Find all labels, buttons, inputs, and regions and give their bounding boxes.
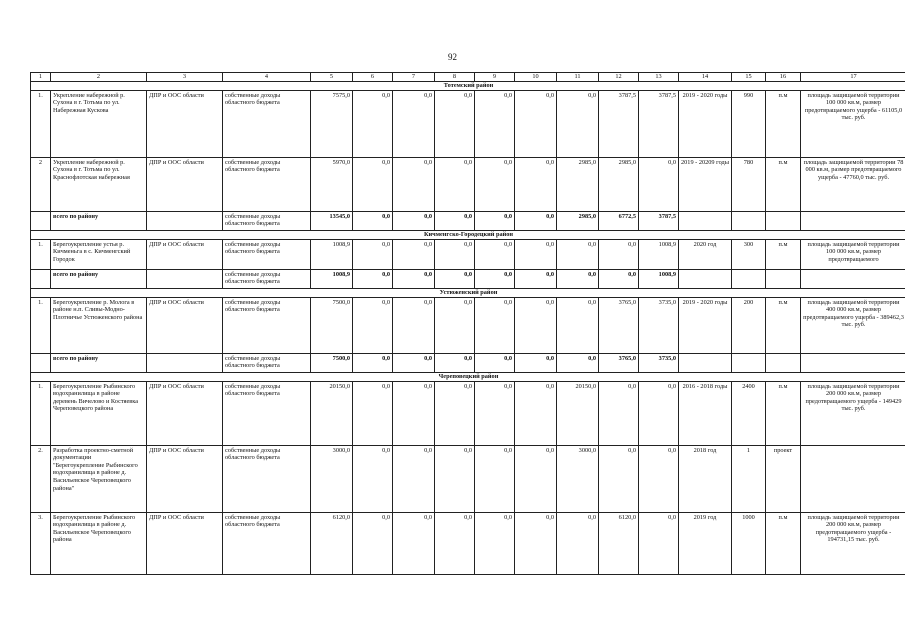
table-cell: 2400 [732,381,766,445]
table-cell: 3. [31,512,51,574]
table-cell: 2985,0 [599,157,639,211]
column-number-row [31,73,905,82]
table-cell: 0,0 [353,239,393,269]
table-cell [147,211,223,230]
table-row [31,239,905,269]
table-cell: 0,0 [435,211,475,230]
table-cell [679,269,732,288]
table-cell: 0,0 [515,269,557,288]
table-cell: 0,0 [353,211,393,230]
district-name: Кичменгско-Городецкий район [31,230,905,239]
district-total-row [31,211,905,230]
table-cell: Берегоукрепление р. Молога в районе н.п. Сливы-Модно-Плотничье Устюженского района [51,297,147,353]
district-total-row [31,353,905,372]
table-cell: 0,0 [353,381,393,445]
table-cell [801,445,905,512]
column-number: 14 [679,73,732,82]
table-cell [801,211,905,230]
table-cell: 0,0 [515,381,557,445]
table-cell: 0,0 [557,239,599,269]
table-cell: 2019 - 20209 годы [679,157,732,211]
table-cell: 0,0 [639,445,679,512]
table-cell: п.м [766,512,801,574]
table-cell [766,269,801,288]
table-cell: 0,0 [393,353,435,372]
table-cell: 2 [31,157,51,211]
table-cell: 200 [732,297,766,353]
table-cell: п.м [766,90,801,157]
table-cell: 0,0 [393,90,435,157]
page-number: 92 [448,52,457,62]
table-cell: 1. [31,297,51,353]
table-cell: Разработка проектно-сметной документации "Берегоукрепление Рыбинского водохранилища в районе д. Васильевское Череповецкого района" [51,445,147,512]
district-name: Устюженский район [31,288,905,297]
table-cell: 0,0 [515,297,557,353]
table-cell: 20150,0 [311,381,353,445]
table-cell: 0,0 [353,445,393,512]
table-cell: 3000,0 [557,445,599,512]
table-cell [732,353,766,372]
table-cell: всего по району [51,269,147,288]
table-cell: 0,0 [599,381,639,445]
table-cell: 0,0 [557,90,599,157]
table-cell: 2020 год [679,239,732,269]
column-number: 6 [353,73,393,82]
table-cell: 0,0 [475,90,515,157]
table-cell: 0,0 [353,157,393,211]
table-cell: 990 [732,90,766,157]
table-body [31,81,905,574]
district-header-row [31,230,905,239]
table-cell: 3765,0 [599,353,639,372]
table-cell: 0,0 [353,269,393,288]
table-cell: ДПР и ООС области [147,297,223,353]
table-cell: 0,0 [393,157,435,211]
column-number: 5 [311,73,353,82]
table-cell: 5970,0 [311,157,353,211]
table-cell: 6120,0 [599,512,639,574]
table-cell: 1008,9 [639,269,679,288]
table-cell: 300 [732,239,766,269]
table-cell: 0,0 [393,381,435,445]
table-cell: собственные доходы областного бюджета [223,269,311,288]
table-cell: ДПР и ООС области [147,90,223,157]
table-cell: ДПР и ООС области [147,445,223,512]
table-row [31,90,905,157]
table-cell: площадь защищаемой территории 200 000 кв.м, размер предотвращаемого ущерба - 149429 тыс. руб. [801,381,905,445]
table-cell: 3000,0 [311,445,353,512]
table-cell [766,211,801,230]
district-header-row [31,372,905,381]
table-row [31,445,905,512]
table-cell: 0,0 [475,445,515,512]
column-number: 8 [435,73,475,82]
column-number: 17 [801,73,905,82]
table-cell: собственные доходы областного бюджета [223,211,311,230]
table-cell: собственные доходы областного бюджета [223,381,311,445]
table-cell: 0,0 [515,353,557,372]
table-cell: 0,0 [393,211,435,230]
column-number: 1 [31,73,51,82]
table-cell: п.м [766,381,801,445]
table-cell: 0,0 [639,512,679,574]
table-cell: собственные доходы областного бюджета [223,297,311,353]
table-cell: 3787,5 [639,211,679,230]
column-number: 7 [393,73,435,82]
column-number: 13 [639,73,679,82]
column-number: 2 [51,73,147,82]
table-cell: 2019 - 2020 годы [679,90,732,157]
table-cell [31,353,51,372]
table-cell: 2. [31,445,51,512]
table-cell: 780 [732,157,766,211]
table-cell [732,269,766,288]
table-cell: Укрепление набережной р. Сухона в г. Тотьма по ул. Краснофлотская набережная [51,157,147,211]
table-cell: 0,0 [515,239,557,269]
table-cell: 2018 год [679,445,732,512]
table-cell: 0,0 [393,297,435,353]
column-number: 10 [515,73,557,82]
column-number: 15 [732,73,766,82]
table-cell: 3787,5 [599,90,639,157]
table-cell: собственные доходы областного бюджета [223,90,311,157]
table-cell: 0,0 [599,269,639,288]
column-number: 12 [599,73,639,82]
table-cell: 1008,9 [311,269,353,288]
column-number: 9 [475,73,515,82]
table-cell: 1. [31,381,51,445]
table-cell: 1. [31,90,51,157]
table-cell [679,353,732,372]
table-cell: 7500,0 [311,353,353,372]
table-cell: 2019 - 2020 годы [679,297,732,353]
table-cell: площадь защищаемой территории 78 000 кв.м, размер предотвращаемого ущерба - 47760,0 тыс. руб. [801,157,905,211]
table-cell: 0,0 [475,512,515,574]
table-cell: 0,0 [393,269,435,288]
program-table [30,72,905,575]
table-cell: 0,0 [393,239,435,269]
table-cell: 0,0 [353,90,393,157]
table-cell: 2019 год [679,512,732,574]
table-cell: 0,0 [557,297,599,353]
table-cell: 0,0 [353,353,393,372]
table-cell: 0,0 [353,512,393,574]
table-cell [31,269,51,288]
table-cell: 2985,0 [557,157,599,211]
table-cell: всего по району [51,353,147,372]
table-cell: 1. [31,239,51,269]
table-cell [679,211,732,230]
table-cell [766,353,801,372]
table-cell: 0,0 [515,211,557,230]
table-cell: ДПР и ООС области [147,157,223,211]
table-cell: 0,0 [475,157,515,211]
table-cell: 2016 - 2018 годы [679,381,732,445]
table-cell: 13545,0 [311,211,353,230]
table-cell: 3735,0 [639,297,679,353]
table-cell: собственные доходы областного бюджета [223,353,311,372]
table-cell: собственные доходы областного бюджета [223,157,311,211]
table-cell: 0,0 [475,239,515,269]
table-cell: 0,0 [557,512,599,574]
table-cell: 7500,0 [311,297,353,353]
table-cell: 0,0 [475,381,515,445]
table-cell: 0,0 [475,353,515,372]
table-cell: Берегоукрепление Рыбинского водохранилища в районе деревень Вичелово и Костяевка Череповецкого района [51,381,147,445]
table-cell: 0,0 [435,269,475,288]
table-cell [31,211,51,230]
table-cell: ДПР и ООС области [147,381,223,445]
table-row [31,297,905,353]
table-cell: проект [766,445,801,512]
table-cell: п.м [766,239,801,269]
table-cell: 0,0 [435,512,475,574]
table-cell: 6772,5 [599,211,639,230]
table-cell: 0,0 [435,297,475,353]
table-cell: 0,0 [475,211,515,230]
table-cell: 20150,0 [557,381,599,445]
table-cell [801,353,905,372]
table-cell: 3787,5 [639,90,679,157]
district-name: Тотемский район [31,81,905,90]
table-cell: 1000 [732,512,766,574]
table-row [31,512,905,574]
table-cell: 0,0 [599,445,639,512]
table-cell: 0,0 [435,353,475,372]
table-cell: 3735,0 [639,353,679,372]
district-total-row [31,269,905,288]
table-cell [801,269,905,288]
table-cell: 6120,0 [311,512,353,574]
table-cell: площадь защищаемой территории 100 000 кв.м, размер предотвращаемого [801,239,905,269]
district-header-row [31,81,905,90]
table-cell: площадь защищаемой территории 400 000 кв.м, размер предотвращаемого ущерба - 389462,3 тыс. руб. [801,297,905,353]
table-cell: 0,0 [435,239,475,269]
table-row [31,381,905,445]
table-cell: 0,0 [435,445,475,512]
table-cell: всего по району [51,211,147,230]
table-cell: 0,0 [393,445,435,512]
table-cell: Берегоукрепление Рыбинского водохранилища в районе д. Васильевское Череповецкого района [51,512,147,574]
table-cell: 0,0 [515,445,557,512]
column-number: 3 [147,73,223,82]
table-cell: площадь защищаемой территории 100 000 кв.м, размер предотвращаемого ущерба - 61105,0 тыс. руб. [801,90,905,157]
table-cell: 0,0 [435,90,475,157]
table-cell: 0,0 [515,157,557,211]
table-cell: ДПР и ООС области [147,239,223,269]
table-cell: 0,0 [435,157,475,211]
table-cell: 0,0 [599,239,639,269]
column-number: 4 [223,73,311,82]
table-cell [147,353,223,372]
table-cell: 0,0 [557,353,599,372]
table-cell: 0,0 [515,512,557,574]
table-cell: 0,0 [475,297,515,353]
table-cell: 0,0 [353,297,393,353]
table-cell: 0,0 [393,512,435,574]
table-cell: 1008,9 [311,239,353,269]
table-cell: 2985,0 [557,211,599,230]
table-cell: 0,0 [515,90,557,157]
table-cell [147,269,223,288]
table-cell: 0,0 [639,381,679,445]
table-cell: 1 [732,445,766,512]
table-cell: 0,0 [557,269,599,288]
table-cell: 0,0 [475,269,515,288]
table-cell: п.м [766,157,801,211]
district-name: Череповецкий район [31,372,905,381]
table-cell: площадь защищаемой территории 200 000 кв.м, размер предотвращаемого ущерба - 194731,15 тыс. руб. [801,512,905,574]
table-cell: 3765,0 [599,297,639,353]
table-cell: ДПР и ООС области [147,512,223,574]
table-cell: собственные доходы областного бюджета [223,239,311,269]
table-cell: 1008,9 [639,239,679,269]
table-cell: 7575,0 [311,90,353,157]
table-cell: Берегоукрепление устья р. Кичменьга в с. Кичменгский Городок [51,239,147,269]
column-number: 11 [557,73,599,82]
table-cell [732,211,766,230]
table-cell: 0,0 [435,381,475,445]
district-header-row [31,288,905,297]
table-cell: собственные доходы областного бюджета [223,445,311,512]
table-cell: п.м [766,297,801,353]
table-cell: собственные доходы областного бюджета [223,512,311,574]
table-cell: Укрепление набережной р. Сухона в г. Тотьма по ул. Набережная Кускова [51,90,147,157]
table-row [31,157,905,211]
table-cell: 0,0 [639,157,679,211]
column-number: 16 [766,73,801,82]
